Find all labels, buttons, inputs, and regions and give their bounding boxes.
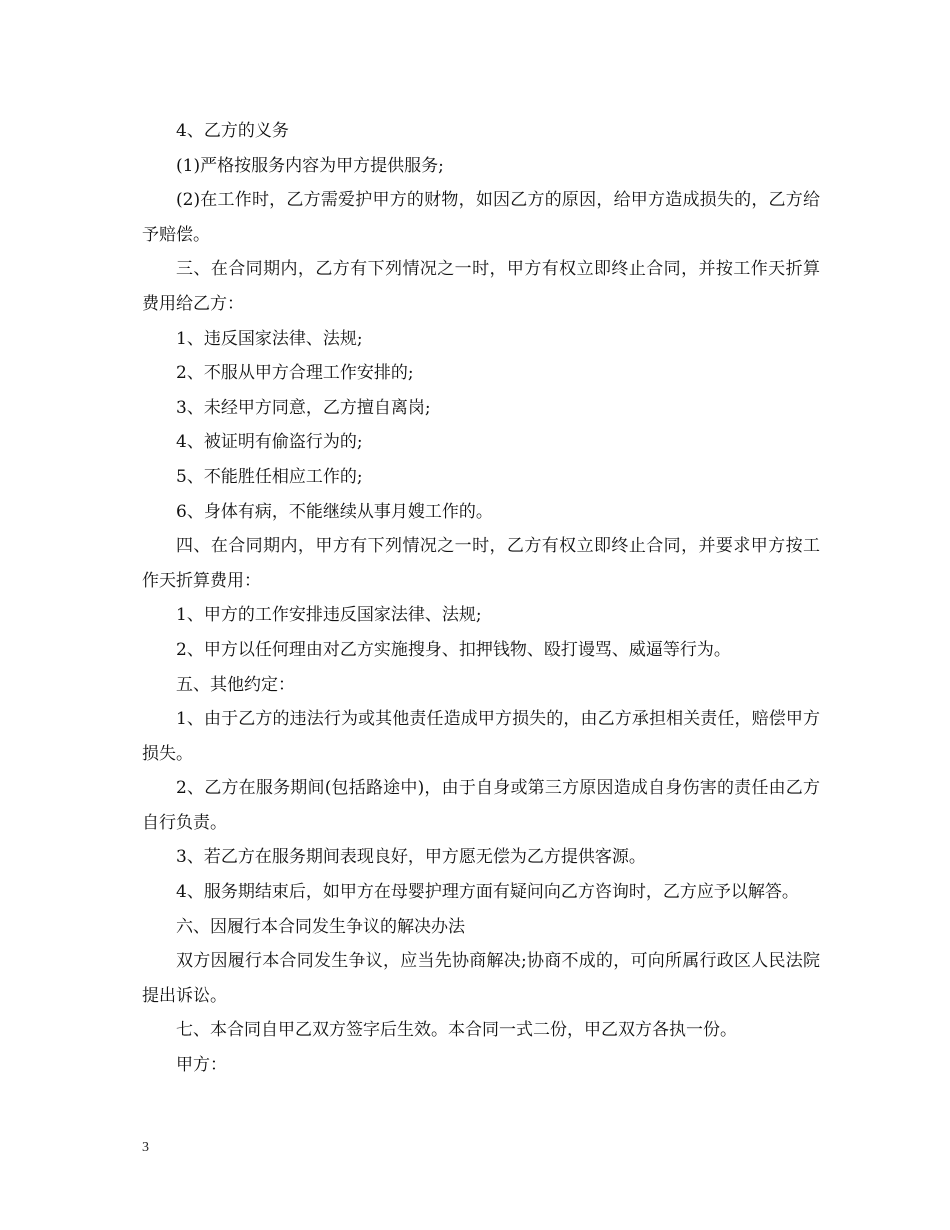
paragraph: 5、不能胜任相应工作的; [176,466,363,487]
paragraph: 四、在合同期内，甲方有下列情况之一时，乙方有权立即终止合同，并要求甲方按工作天折算费用： [142,536,820,591]
paragraph: 1、违反国家法律、法规; [176,328,363,349]
paragraph: 3、若乙方在服务期间表现良好，甲方愿无偿为乙方提供客源。 [176,847,646,868]
paragraph: 七、本合同自甲乙双方签字后生效。本合同一式二份，甲乙双方各执一份。 [176,1020,737,1041]
paragraph: 6、身体有病，不能继续从事月嫂工作的。 [176,501,493,522]
paragraph: 甲方： [176,1055,227,1076]
paragraph: 2、甲方以任何理由对乙方实施搜身、扣押钱物、殴打谩骂、威逼等行为。 [176,639,731,660]
page-number: 3 [142,1140,149,1155]
paragraph: 4、服务期结束后，如甲方在母婴护理方面有疑问向乙方咨询时，乙方应予以解答。 [176,882,799,903]
paragraph: 1、甲方的工作安排违反国家法律、法规; [176,605,482,626]
paragraph: 3、未经甲方同意，乙方擅自离岗; [176,397,431,418]
paragraph: 双方因履行本合同发生争议，应当先协商解决;协商不成的，可向所属行政区人民法院提出诉讼。 [142,951,820,1006]
paragraph: 1、由于乙方的违法行为或其他责任造成甲方损失的，由乙方承担相关责任，赔偿甲方损失。 [142,709,820,764]
paragraph: (1)严格按服务内容为甲方提供服务; [176,155,444,176]
paragraph: 三、在合同期内，乙方有下列情况之一时，甲方有权立即终止合同，并按工作天折算费用给乙方： [142,259,820,314]
paragraph: 4、被证明有偷盗行为的; [176,432,363,453]
document-body [142,114,820,1083]
paragraph: 五、其他约定： [176,674,295,695]
paragraph: 2、不服从甲方合理工作安排的; [176,363,414,384]
paragraph: 4、乙方的义务 [176,121,289,141]
paragraph: 2、乙方在服务期间(包括路途中)，由于自身或第三方原因造成自身伤害的责任由乙方自行负责。 [142,778,820,833]
paragraph: (2)在工作时，乙方需爱护甲方的财物，如因乙方的原因，给甲方造成损失的，乙方给予赔偿。 [142,190,820,245]
paragraph: 六、因履行本合同发生争议的解决办法 [176,916,465,937]
